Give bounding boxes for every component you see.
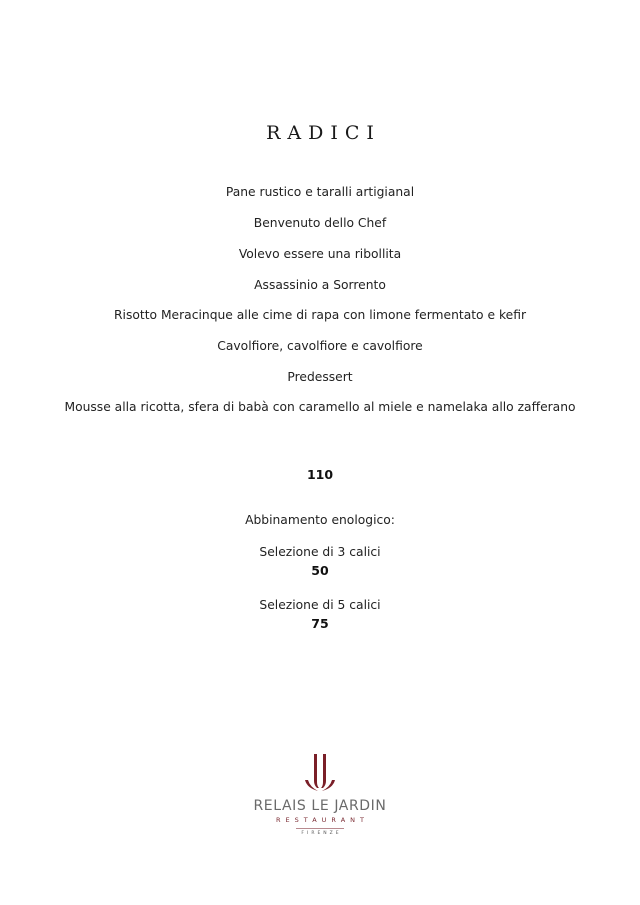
course-item: Benvenuto dello Chef — [253, 216, 387, 230]
logo-subtitle: RESTAURANT — [276, 816, 369, 824]
course-item: Cavolfiore, cavolfiore e cavolfiore — [217, 339, 423, 353]
menu-title: RADICI — [266, 122, 381, 144]
wine-pairing-heading: Abbinamento enologico: — [245, 513, 395, 527]
logo-city: FIRENZE — [301, 831, 342, 836]
course-item: Assassinio a Sorrento — [254, 278, 386, 292]
wine-option-label: Selezione di 3 calici — [259, 545, 381, 559]
logo-name: RELAIS LE JARDIN — [253, 798, 387, 814]
course-item: Pane rustico e taralli artigianal — [225, 185, 415, 199]
menu-price: 110 — [306, 467, 334, 482]
wine-option-price: 75 — [311, 616, 329, 631]
restaurant-logo — [250, 750, 390, 845]
wine-option-label: Selezione di 5 calici — [259, 598, 381, 612]
course-item: Volevo essere una ribollita — [238, 247, 402, 261]
course-item: Predessert — [287, 370, 353, 384]
logo-divider — [296, 828, 344, 829]
wine-option-price: 50 — [311, 563, 329, 578]
twin-stems-logo-icon — [302, 752, 338, 794]
course-item: Risotto Meracinque alle cime di rapa con limone fermentato e kefir — [113, 308, 527, 322]
course-item: Mousse alla ricotta, sfera di babà con caramello al miele e namelaka allo zafferano — [64, 400, 576, 414]
